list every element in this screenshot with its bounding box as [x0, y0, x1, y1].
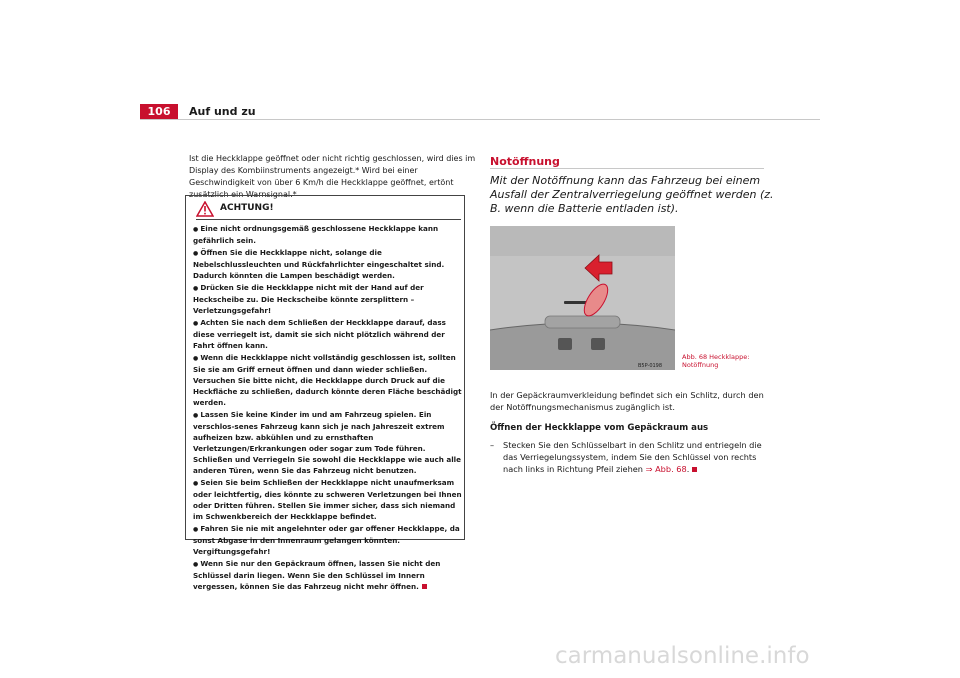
header-divider	[140, 119, 820, 120]
warning-triangle-icon	[196, 201, 214, 217]
warning-list	[193, 223, 465, 593]
instruction-step	[490, 439, 770, 475]
figure-caption	[682, 353, 772, 369]
warning-item: ● Achten Sie nach dem Schließen der Heckklappe darauf, dass diese verriegelt ist, damit sie sich nicht plötzlich während der Fahrt öffnen kann.	[193, 317, 465, 351]
figure-caption-line: Abb. 68 Heckklappe:	[682, 353, 750, 361]
section-title: Notöffnung	[490, 155, 560, 168]
step-body: Stecken Sie den Schlüsselbart in den Schlitz und entriegeln die das Verriegelungssystem, indem Sie den Schlüssel von rechts nach links in Richtung Pfeil ziehen ⇒ Abb. 68.	[503, 440, 762, 474]
warning-header	[196, 201, 461, 220]
watermark: carmanualsonline.info	[555, 643, 810, 669]
section-lead: Mit der Notöffnung kann das Fahrzeug bei einem Ausfall der Zentralverriegelung geöffnet werden (z. B. wenn die Batterie entladen ist).	[490, 174, 774, 215]
figure-code: B5P-0198	[638, 363, 663, 369]
warning-item: ● Wenn die Heckklappe nicht vollständig geschlossen ist, sollten Sie sie am Griff erneut öffnen und dann wieder schließen. Versuchen Sie bitte nicht, die Heckklappe durch Druck auf die Heckfläche zu schließen, dadurch könnte deren Fläche beschädigt werden.	[193, 352, 465, 408]
section-divider	[490, 168, 764, 169]
intro-paragraph: Ist die Heckklappe geöffnet oder nicht richtig geschlossen, wird dies im Display des Kombiinstruments angezeigt.* Wird bei einer Geschwindigkeit von über 6 Km/h die Heckklappe geöffnet, ertönt zusätzlich ein Warnsignal.*	[189, 154, 476, 199]
figure-emergency-release	[490, 226, 675, 370]
warning-item: ● Eine nicht ordnungsgemäß geschlossene Heckklappe kann gefährlich sein.	[193, 223, 465, 246]
figure-reference-link[interactable]: ⇒ Abb. 68	[645, 464, 687, 474]
warning-item: ● Seien Sie beim Schließen der Heckklappe nicht unaufmerksam oder leichtfertig, dies könnte zu schweren Verletzungen bei Ihnen oder Dritten führen. Stellen Sie immer sicher, dass sich niemand im Schwenkbereich der Heckklappe befindet.	[193, 477, 465, 522]
sub-heading: Öffnen der Heckklappe vom Gepäckraum aus	[490, 423, 709, 433]
step-dash: –	[490, 440, 495, 450]
warning-item: ● Fahren Sie nie mit angelehnter oder gar offener Heckklappe, da sonst Abgase in den Innenraum gelangen könnten. Vergiftungsgefahr!	[193, 523, 465, 557]
figure-illustration	[490, 226, 675, 370]
step-text: Stecken Sie den Schlüsselbart in den Schlitz und entriegeln die das Verriegelungssystem, indem Sie den Schlüssel von rechts nach links in Richtung Pfeil ziehen	[503, 440, 762, 474]
warning-item-last	[193, 558, 465, 592]
body-paragraph: In der Gepäckraumverkleidung befindet sich ein Schlitz, durch den der Notöffnungsmechanismus zugänglich ist.	[490, 390, 764, 412]
warning-item: ● Lassen Sie keine Kinder im und am Fahrzeug spielen. Ein verschlos-senes Fahrzeug kann sich je nach Jahreszeit extrem aufheizen bzw. abkühlen und zu ernsthaften Verletzungen/Erkrankungen oder sogar zum Tode führen. Schließen und Verriegeln Sie sowohl die Heckklappe wie auch alle anderen Türen, wenn Sie das Fahrzeug nicht benutzen.	[193, 409, 465, 476]
warning-item-text: Wenn Sie nur den Gepäckraum öffnen, lassen Sie nicht den Schlüssel darin liegen. Wenn Sie den Schlüssel im Innern vergessen, können Sie das Fahrzeug nicht mehr öffnen.	[193, 559, 441, 591]
warning-item: ● Öffnen Sie die Heckklappe nicht, solange die Nebelschlussleuchten und Rückfahrlichter eingeschaltet sind. Dadurch könnten die Lampen beschädigt werden.	[193, 247, 465, 281]
figure-caption-line: Notöffnung	[682, 361, 719, 369]
warning-title: ACHTUNG!	[220, 203, 274, 213]
end-marker-icon	[422, 584, 427, 589]
page-number: 106	[140, 104, 178, 120]
page-header-title: Auf und zu	[189, 105, 256, 118]
end-marker-icon	[692, 467, 697, 472]
warning-item: ● Drücken Sie die Heckklappe nicht mit der Hand auf der Heckscheibe zu. Die Heckscheibe könnte zersplittern – Verletzungsgefahr!	[193, 282, 465, 316]
